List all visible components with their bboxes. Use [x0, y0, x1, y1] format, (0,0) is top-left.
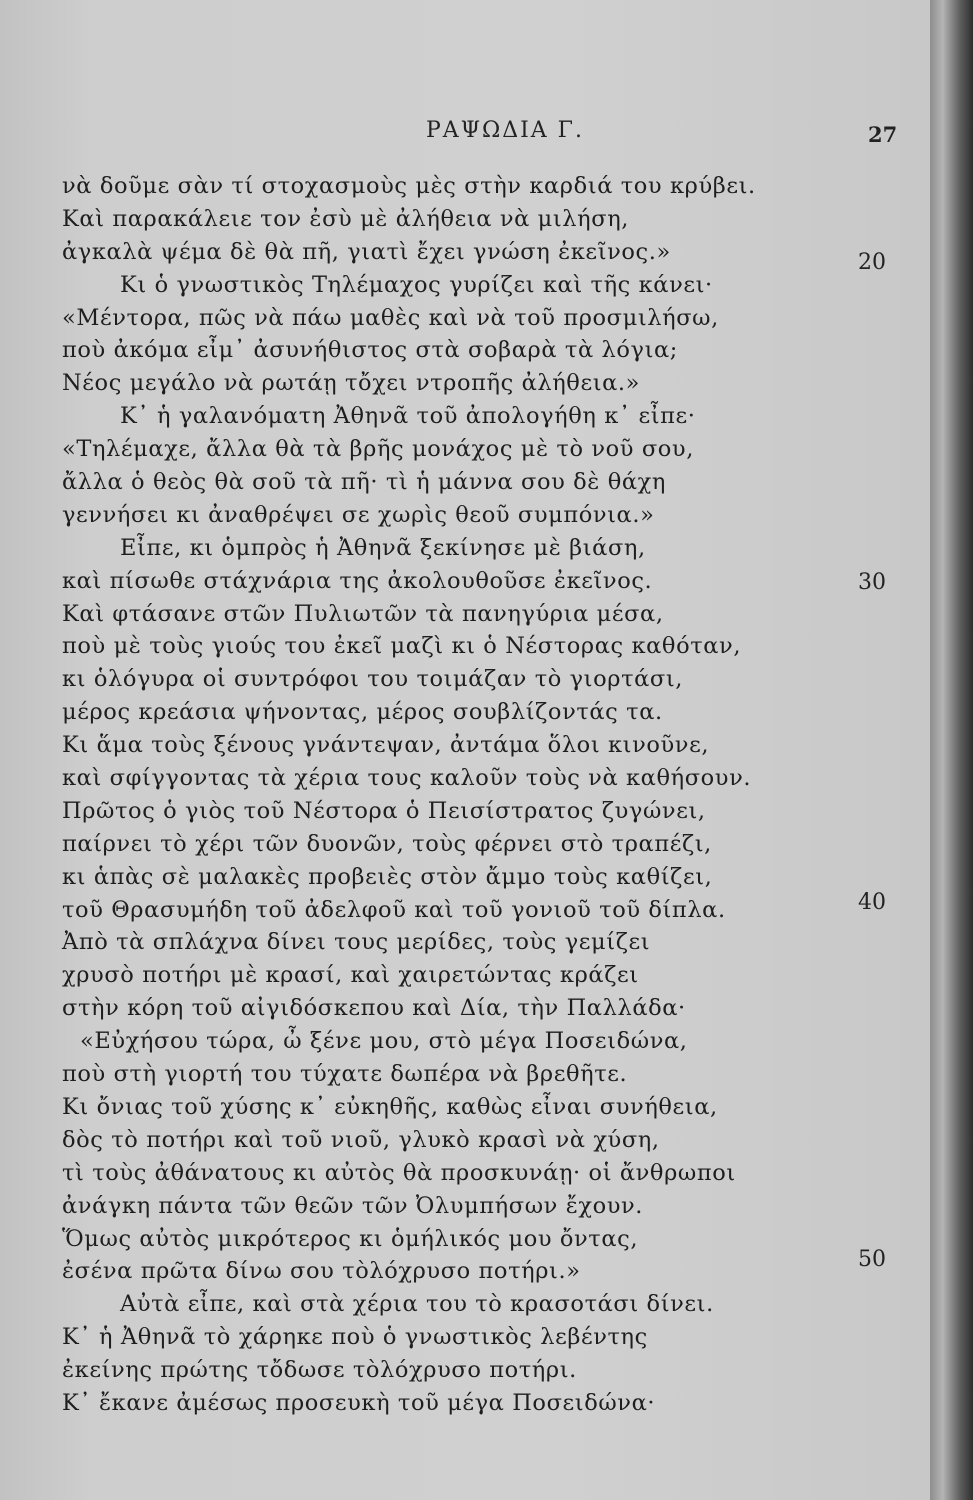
verse-line: ποὺ στὴ γιορτή του τύχατε δωπέρα νὰ βρεθῆτε. [62, 1061, 628, 1088]
verse-line: δὸς τὸ ποτήρι καὶ τοῦ νιοῦ, γλυκὸ κρασὶ νὰ χύση, [62, 1126, 660, 1153]
verse-line: καὶ σφίγγοντας τὰ χέρια τους καλοῦν τοὺς νὰ καθήσουν. [62, 765, 752, 792]
verse-line: κι ὁλόγυρα οἱ συντρόφοι του τοιμάζαν τὸ γιορτάσι, [62, 666, 684, 693]
verse-text [62, 170, 862, 1420]
verse-line: τοῦ Θρασυμήδη τοῦ ἀδελφοῦ καὶ τοῦ γονιοῦ τοῦ δίπλα. [62, 896, 726, 923]
verse-line: στὴν κόρη τοῦ αἰγιδόσκεπου καὶ Δία, τὴν Παλλάδα· [62, 995, 686, 1022]
page-edge-shadow [930, 0, 973, 1500]
verse-line: παίρνει τὸ χέρι τῶν δυονῶν, τοὺς φέρνει στὸ τραπέζι, [62, 830, 712, 857]
verse-line: κι ἁπὰς σὲ μαλακὲς προβειὲς στὸν ἄμμο τοὺς καθίζει, [62, 863, 713, 890]
verse-line: Κ᾿ ἡ Ἀθηνᾶ τὸ χάρηκε ποὺ ὁ γνωστικὸς λεβέντης [62, 1324, 648, 1351]
verse-line: Κ᾿ ἡ γαλανόματη Ἀθηνᾶ τοῦ ἀπολογήθη κ᾿ εἶπε· [120, 403, 696, 430]
line-number-margin: 50 [858, 1247, 886, 1272]
verse-line: καὶ πίσωθε στάχνάρια της ἀκολουθοῦσε ἐκεῖνος. [62, 567, 653, 594]
verse-line: Κ᾿ ἔκανε ἀμέσως προσευκὴ τοῦ μέγα Ποσειδώνα· [62, 1389, 656, 1416]
verse-line: ἄλλα ὁ θεὸς θὰ σοῦ τὰ πῆ· τὶ ἡ μάννα σου δὲ θάχη [62, 469, 666, 496]
verse-line: ποὺ ἀκόμα εἶμ᾿ ἀσυνήθιστος στὰ σοβαρὰ τὰ λόγια; [62, 337, 678, 364]
verse-line: Αὐτὰ εἶπε, καὶ στὰ χέρια του τὸ κρασοτάσι δίνει. [120, 1291, 714, 1318]
verse-line: Νέος μεγάλο νὰ ρωτάῃ τὄχει ντροπῆς ἀλήθεια.» [62, 370, 641, 397]
verse-line: Κι ὁ γνωστικὸς Τηλέμαχος γυρίζει καὶ τῆς κάνει· [120, 271, 713, 298]
verse-line: ἐκείνης πρώτης τὄδωσε τὸλόχρυσο ποτήρι. [62, 1357, 577, 1384]
verse-line: τὶ τοὺς ἀθάνατους κι αὐτὸς θὰ προσκυνάῃ· οἱ ἄνθρωποι [62, 1159, 736, 1186]
verse-line: ἐσένα πρῶτα δίνω σου τὸλόχρυσο ποτήρι.» [62, 1258, 581, 1285]
line-number-margin: 30 [858, 570, 886, 595]
page-header [0, 118, 930, 158]
verse-line: Κι ὄνιας τοῦ χύσης κ᾿ εὐκηθῆς, καθὼς εἶναι συνήθεια, [62, 1093, 718, 1120]
verse-line: «Τηλέμαχε, ἄλλα θὰ τὰ βρῆς μονάχος μὲ τὸ νοῦ σου, [62, 436, 694, 463]
verse-line: Καὶ παρακάλειε τον ἐσὺ μὲ ἀλήθεια νὰ μιλήση, [62, 205, 630, 232]
verse-line: Ὅμως αὐτὸς μικρότερος κι ὁμήλικός μου ὄντας, [62, 1225, 639, 1252]
verse-line: νὰ δοῦμε σὰν τί στοχασμοὺς μὲς στὴν καρδιά του κρύβει. [62, 173, 756, 199]
verse-line: ποὺ μὲ τοὺς γιούς του ἐκεῖ μαζὶ κι ὁ Νέστορας καθόταν, [62, 633, 742, 660]
verse-line: γεννήσει κι ἀναθρέψει σε χωρὶς θεοῦ συμπόνια.» [62, 501, 655, 528]
running-title: ΡΑΨΩΔΙΑ Γ. [426, 118, 584, 143]
verse-line: «Μέντορα, πῶς νὰ πάω μαθὲς καὶ νὰ τοῦ προσμιλήσω, [62, 304, 719, 331]
verse-line: ἀνάγκη πάντα τῶν θεῶν τῶν Ὀλυμπήσων ἔχουν. [62, 1192, 644, 1219]
verse-line: Εἶπε, κι ὁμπρὸς ἡ Ἀθηνᾶ ξεκίνησε μὲ βιάση, [120, 534, 646, 561]
line-number-margin: 40 [858, 890, 886, 915]
verse-line: Πρῶτος ὁ γιὸς τοῦ Νέστορα ὁ Πεισίστρατος ζυγώνει, [62, 797, 706, 824]
verse-line: «Εὐχήσου τώρα, ὦ ξένε μου, στὸ μέγα Ποσειδώνα, [80, 1028, 688, 1055]
page-number: 27 [868, 122, 898, 147]
verse-line: Κι ἅμα τοὺς ξένους γνάντεψαν, ἀντάμα ὅλοι κινοῦνε, [62, 732, 710, 759]
verse-line: ἀγκαλὰ ψέμα δὲ θὰ πῆ, γιατὶ ἔχει γνώση ἐκεῖνος.» [62, 238, 671, 265]
verse-line: Καὶ φτάσανε στῶν Πυλιωτῶν τὰ πανηγύρια μέσα, [62, 600, 664, 627]
verse-line: Ἀπὸ τὰ σπλάχνα δίνει τους μερίδες, τοὺς γεμίζει [62, 929, 651, 956]
verse-line: χρυσὸ ποτήρι μὲ κρασί, καὶ χαιρετώντας κράζει [62, 962, 639, 989]
verse-line: μέρος κρεάσια ψήνοντας, μέρος σουβλίζοντάς τα. [62, 699, 663, 726]
line-number-margin: 20 [858, 250, 886, 275]
